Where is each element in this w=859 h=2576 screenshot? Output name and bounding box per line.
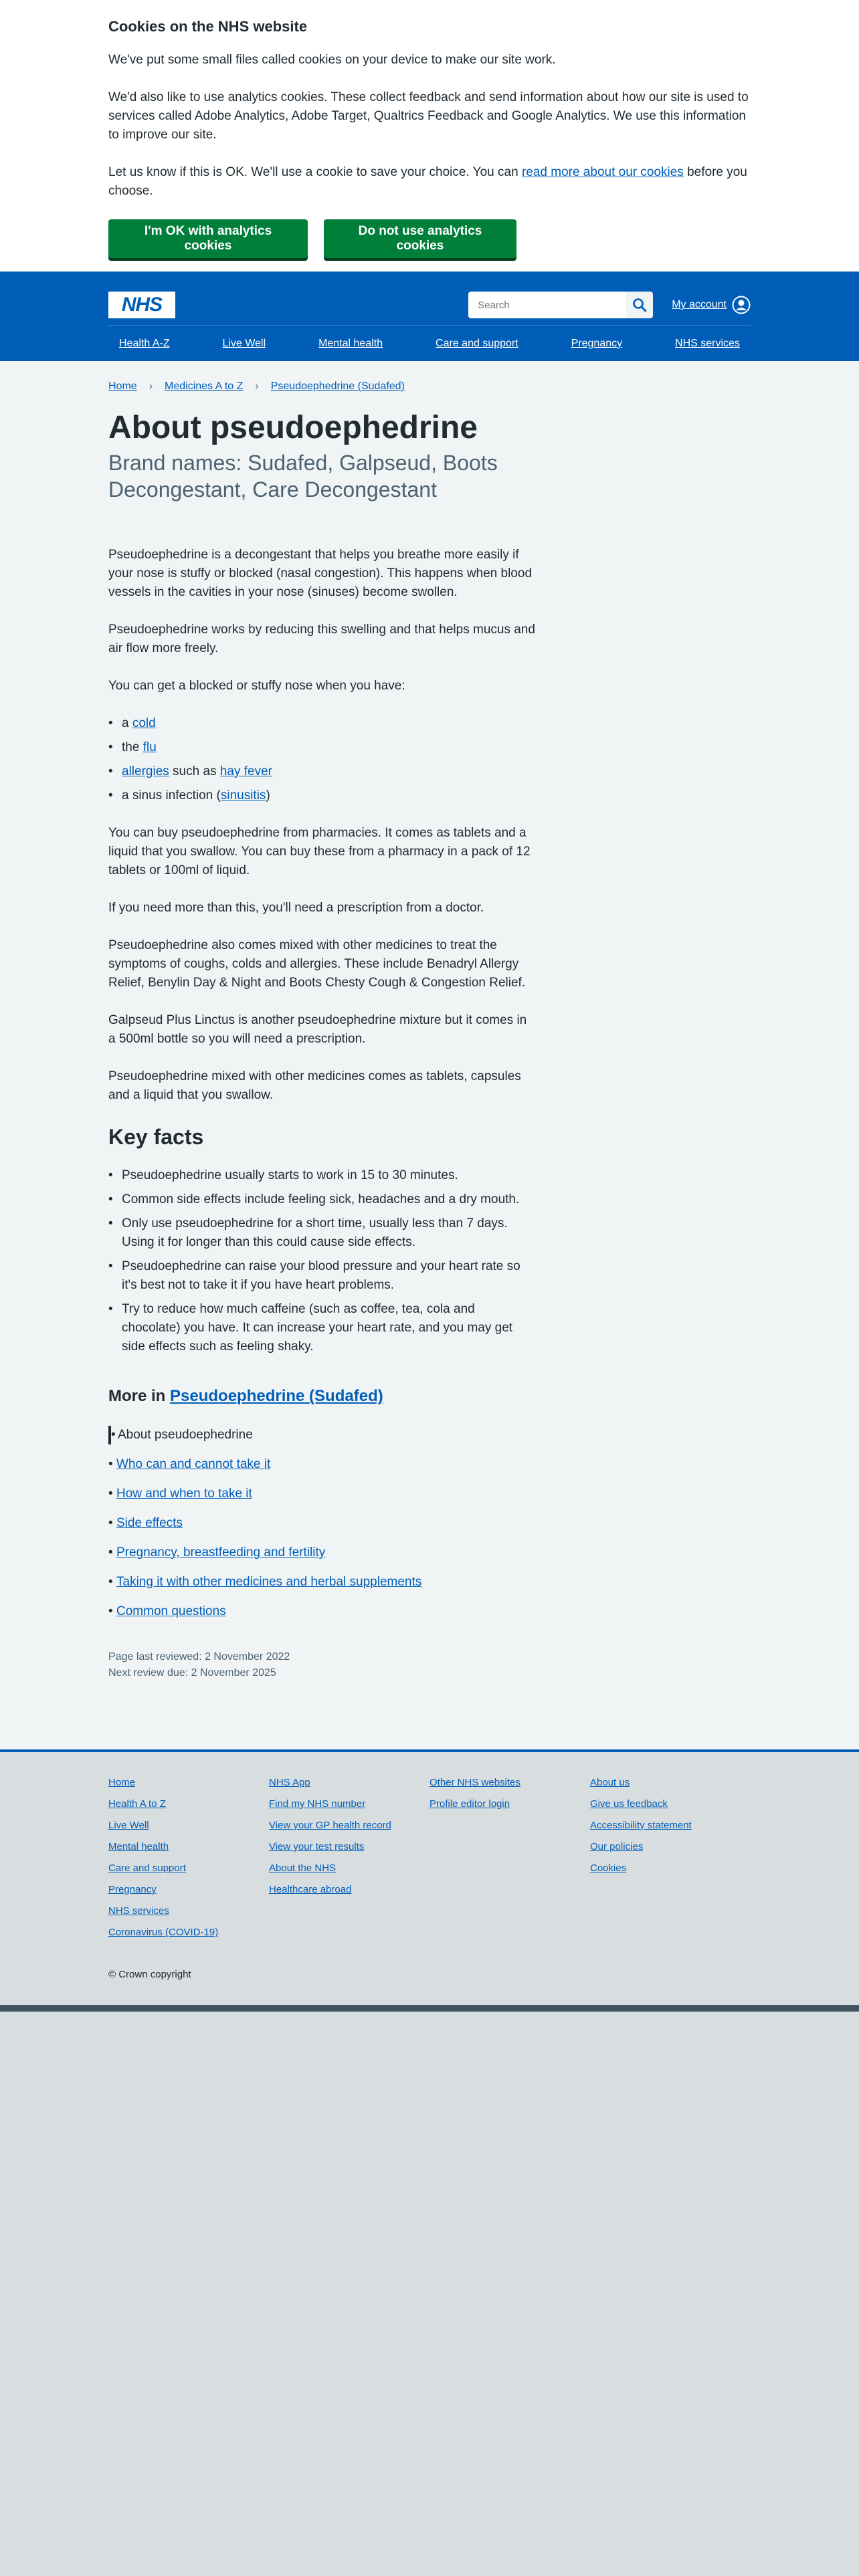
accept-cookies-button[interactable]: I'm OK with analytics cookies — [108, 219, 308, 258]
paragraph: Pseudoephedrine works by reducing this swelling and that helps mucus and air flow more freely. — [108, 623, 535, 655]
breadcrumb-chevron-icon: › — [255, 381, 259, 392]
main-content — [0, 361, 859, 1749]
contents-item — [108, 1455, 537, 1474]
hay-fever-link[interactable]: hay fever — [219, 764, 272, 778]
footer-link[interactable]: Pregnancy — [108, 1884, 157, 1895]
footer-link[interactable]: View your test results — [269, 1841, 365, 1852]
paragraph: If you need more than this, you'll need a prescription from a doctor. — [108, 901, 484, 915]
footer-link[interactable]: View your GP health record — [269, 1820, 391, 1831]
contents-item — [108, 1543, 537, 1562]
nav-care-and-support[interactable]: Care and support — [436, 337, 518, 349]
search-icon — [632, 297, 648, 313]
paragraph: You can get a blocked or stuffy nose when you have: — [108, 679, 405, 693]
contents-list — [108, 1426, 537, 1621]
list-item: • allergies such as hay fever — [108, 762, 537, 781]
search-input[interactable] — [468, 292, 626, 318]
last-reviewed: Page last reviewed: 2 November 2022 — [108, 1651, 290, 1662]
brand-names: Brand names: Sudafed, Galpseud, Boots Decongestant, Care Decongestant — [108, 451, 498, 502]
contents-link[interactable]: How and when to take it — [116, 1487, 252, 1501]
footer-link[interactable]: Find my NHS number — [269, 1798, 366, 1810]
key-fact: • Pseudoephedrine usually starts to work in 15 to 30 minutes. — [108, 1166, 537, 1185]
footer-link[interactable]: Our policies — [590, 1841, 644, 1852]
key-fact: • Pseudoephedrine can raise your blood pressure and your heart rate so it's best not to take it if you have heart problems. — [108, 1257, 537, 1295]
footer-link[interactable]: Healthcare abroad — [269, 1884, 352, 1895]
conditions-list — [108, 714, 537, 805]
footer-column-1 — [108, 1772, 269, 1943]
nav-mental-health[interactable]: Mental health — [318, 337, 383, 349]
footer-link[interactable]: Health A to Z — [108, 1798, 166, 1810]
key-fact: • Common side effects include feeling sick, headaches and a dry mouth. — [108, 1190, 537, 1209]
contents-link[interactable]: Who can and cannot take it — [116, 1457, 271, 1471]
nav-health-a-z[interactable]: Health A-Z — [119, 337, 170, 349]
footer-link[interactable]: About the NHS — [269, 1862, 337, 1874]
breadcrumb — [108, 377, 751, 396]
review-dates — [108, 1649, 537, 1681]
intro-paragraph: Pseudoephedrine is a decongestant that helps you breathe more easily if your nose is stuffy or blocked (nasal congestion). This happens when blood vessels in the cavities in your nose (sinuses) become swollen. — [108, 548, 533, 599]
my-account-link[interactable]: My account — [672, 296, 751, 314]
footer-column-3 — [430, 1772, 590, 1943]
contents-item — [108, 1485, 537, 1503]
more-in-heading: More in Pseudoephedrine (Sudafed) — [108, 1387, 383, 1405]
key-facts-list — [108, 1166, 537, 1356]
next-review: Next review due: 2 November 2025 — [108, 1667, 276, 1679]
paragraph: You can buy pseudoephedrine from pharmacies. It comes as tablets and a liquid that you swallow. You can buy these from a pharmacy in a pack of 12 tablets or 100ml of liquid. — [108, 826, 531, 877]
footer-link[interactable]: Coronavirus (COVID-19) — [108, 1927, 219, 1938]
nav-pregnancy[interactable]: Pregnancy — [571, 337, 623, 349]
nav-live-well[interactable]: Live Well — [222, 337, 266, 349]
footer-link[interactable]: Care and support — [108, 1862, 186, 1874]
breadcrumb-chevron-icon: › — [149, 381, 153, 392]
paragraph: Pseudoephedrine mixed with other medicines comes as tablets, capsules and a liquid that you swallow. — [108, 1069, 521, 1102]
copyright: © Crown copyright — [108, 1969, 191, 1980]
contents-link[interactable]: Common questions — [116, 1604, 226, 1618]
footer-bottom-bar — [0, 2005, 859, 2012]
key-fact: • Try to reduce how much caffeine (such as coffee, tea, cola and chocolate) you have. It can increase your heart rate, and you may get side effects such as feeling shaky. — [108, 1300, 537, 1356]
footer-column-2 — [269, 1772, 430, 1943]
footer-link[interactable]: NHS services — [108, 1905, 169, 1917]
allergies-link[interactable]: allergies — [122, 764, 169, 778]
paragraph: Pseudoephedrine also comes mixed with other medicines to treat the symptoms of coughs, colds and allergies. These include Benadryl Allergy Relief, Benylin Day & Night and Boots Chesty Cough & Congestion Relief. — [108, 938, 526, 990]
contents-link[interactable]: Side effects — [116, 1516, 183, 1530]
cookie-text-2: We'd also like to use analytics cookies. These collect feedback and send information about how our site is used to services called Adobe Analytics, Adobe Target, Qualtrics Feedback and Google Analytics. We use this information to improve our site. — [108, 90, 749, 142]
footer-link[interactable]: Cookies — [590, 1862, 627, 1874]
more-in-link[interactable]: Pseudoephedrine (Sudafed) — [170, 1387, 383, 1405]
footer-link[interactable]: Accessibility statement — [590, 1820, 692, 1831]
contents-link[interactable]: Taking it with other medicines and herbal supplements — [116, 1575, 422, 1589]
sinusitis-link[interactable]: sinusitis — [220, 788, 266, 802]
flu-link[interactable]: flu — [142, 740, 157, 754]
breadcrumb-pseudoephedrine[interactable]: Pseudoephedrine (Sudafed) — [270, 381, 405, 392]
cookie-title: Cookies on the NHS website — [108, 18, 308, 35]
list-item: • a cold — [108, 714, 537, 733]
site-footer — [0, 1749, 859, 2005]
contents-item-current: • About pseudoephedrine — [108, 1426, 537, 1444]
list-item: • the flu — [108, 738, 537, 757]
breadcrumb-home[interactable]: Home — [108, 381, 137, 392]
cookie-banner — [0, 0, 859, 272]
search-button[interactable] — [626, 292, 653, 318]
paragraph: Galpseud Plus Linctus is another pseudoephedrine mixture but it comes in a 500ml bottle so you will need a prescription. — [108, 1013, 527, 1046]
account-icon — [732, 296, 751, 314]
cookie-text-1: We've put some small files called cookies on your device to make our site work. — [108, 53, 556, 67]
nav-nhs-services[interactable]: NHS services — [675, 337, 740, 349]
contents-item — [108, 1514, 537, 1533]
cookie-policy-link[interactable]: read more about our cookies — [521, 165, 684, 179]
search-form — [468, 292, 653, 318]
reject-cookies-button[interactable]: Do not use analytics cookies — [324, 219, 516, 258]
cookie-text-3: Let us know if this is OK. We'll use a cookie to save your choice. You can read more about our cookies before you choose. — [108, 165, 747, 198]
footer-column-4 — [590, 1772, 751, 1943]
contents-item — [108, 1573, 537, 1592]
footer-link[interactable]: Live Well — [108, 1820, 149, 1831]
footer-link[interactable]: Home — [108, 1777, 136, 1788]
footer-link[interactable]: Give us feedback — [590, 1798, 668, 1810]
key-facts-heading: Key facts — [108, 1125, 204, 1149]
page-title: About pseudoephedrine — [108, 410, 478, 445]
footer-link[interactable]: Profile editor login — [430, 1798, 510, 1810]
main-navigation — [108, 325, 751, 361]
breadcrumb-medicines[interactable]: Medicines A to Z — [165, 381, 244, 392]
contents-link[interactable]: Pregnancy, breastfeeding and fertility — [116, 1545, 326, 1560]
cold-link[interactable]: cold — [132, 716, 156, 730]
list-item: • a sinus infection (sinusitis) — [108, 786, 537, 805]
key-fact: • Only use pseudoephedrine for a short time, usually less than 7 days. Using it for longer than this could cause side effects. — [108, 1214, 537, 1252]
footer-link[interactable]: NHS App — [269, 1777, 310, 1788]
footer-link[interactable]: About us — [590, 1777, 630, 1788]
nhs-logo[interactable]: NHS — [108, 292, 175, 318]
contents-item — [108, 1602, 537, 1621]
footer-link[interactable]: Other NHS websites — [430, 1777, 520, 1788]
footer-link[interactable]: Mental health — [108, 1841, 169, 1852]
site-header — [0, 272, 859, 361]
